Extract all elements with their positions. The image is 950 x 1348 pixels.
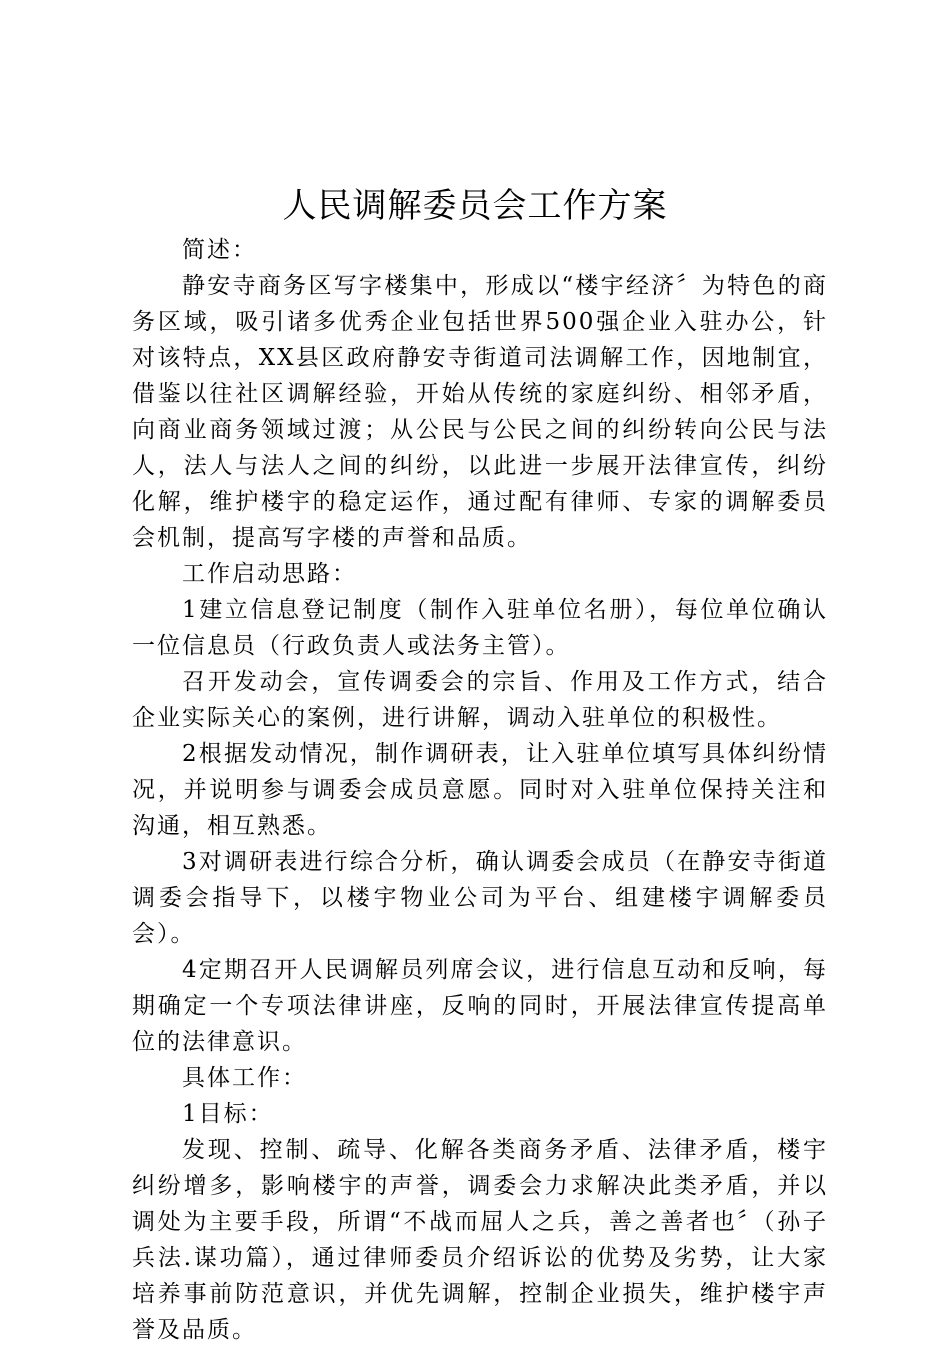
- section-heading-specific-work: 具体工作：: [182, 1065, 307, 1091]
- paragraph-step-4: 4定期召开人民调解员列席会议，进行信息互动和反响，每期确定一个专项法律讲座，反响的同时，开展法律宣传提高单位的法律意识。: [132, 957, 828, 1055]
- section-heading-startup-approach: 工作启动思路：: [182, 561, 357, 587]
- subheading-goal: 1目标：: [182, 1101, 274, 1127]
- paragraph-summary-text: 静安寺商务区写字楼集中，形成以“楼宇经济〞为特色的商务区域，吸引诸多优秀企业包括世界500强企业入驻办公，针对该特点，XX县区政府静安寺街道司法调解工作，因地制宜，借鉴以往社区调解经验，开始从传统的家庭纠纷、相邻矛盾，向商业商务领域过渡；从公民与公民之间的纠纷转向公民与法人，法人与法人之间的纠纷，以此进一步展开法律宣传，纠纷化解，维护楼宇的稳定运作，通过配有律师、专家的调解委员会机制，提高写字楼的声誉和品质。: [132, 273, 828, 551]
- paragraph-step-1: 1建立信息登记制度（制作入驻单位名册），每位单位确认一位信息员（行政负责人或法务主管）。: [132, 597, 828, 659]
- document-title: 人民调解委员会工作方案: [282, 186, 668, 226]
- paragraph-step-3: 3对调研表进行综合分析，确认调委会成员（在静安寺街道调委会指导下，以楼宇物业公司为平台、组建楼宇调解委员会）。: [132, 849, 828, 947]
- paragraph-step-2: 2根据发动情况，制作调研表，让入驻单位填写具体纠纷情况，并说明参与调委会成员意愿。同时对入驻单位保持关注和沟通，相互熟悉。: [132, 741, 828, 839]
- paragraph-goal-text: 发现、控制、疏导、化解各类商务矛盾、法律矛盾，楼宇纠纷增多，影响楼宇的声誉，调委会力求解决此类矛盾，并以调处为主要手段，所谓“不战而屈人之兵，善之善者也〞（孙子兵法.谋功篇），通过律师委员介绍诉讼的优势及劣势，让大家培养事前防范意识，并优先调解，控制企业损失，维护楼宇声誉及品质。: [132, 1137, 828, 1343]
- paragraph-mobilization-meeting: 召开发动会，宣传调委会的宗旨、作用及工作方式，结合企业实际关心的案例，进行讲解，调动入驻单位的积极性。: [132, 669, 828, 731]
- document-body: [132, 232, 828, 1348]
- section-heading-summary: 简述：: [182, 237, 257, 263]
